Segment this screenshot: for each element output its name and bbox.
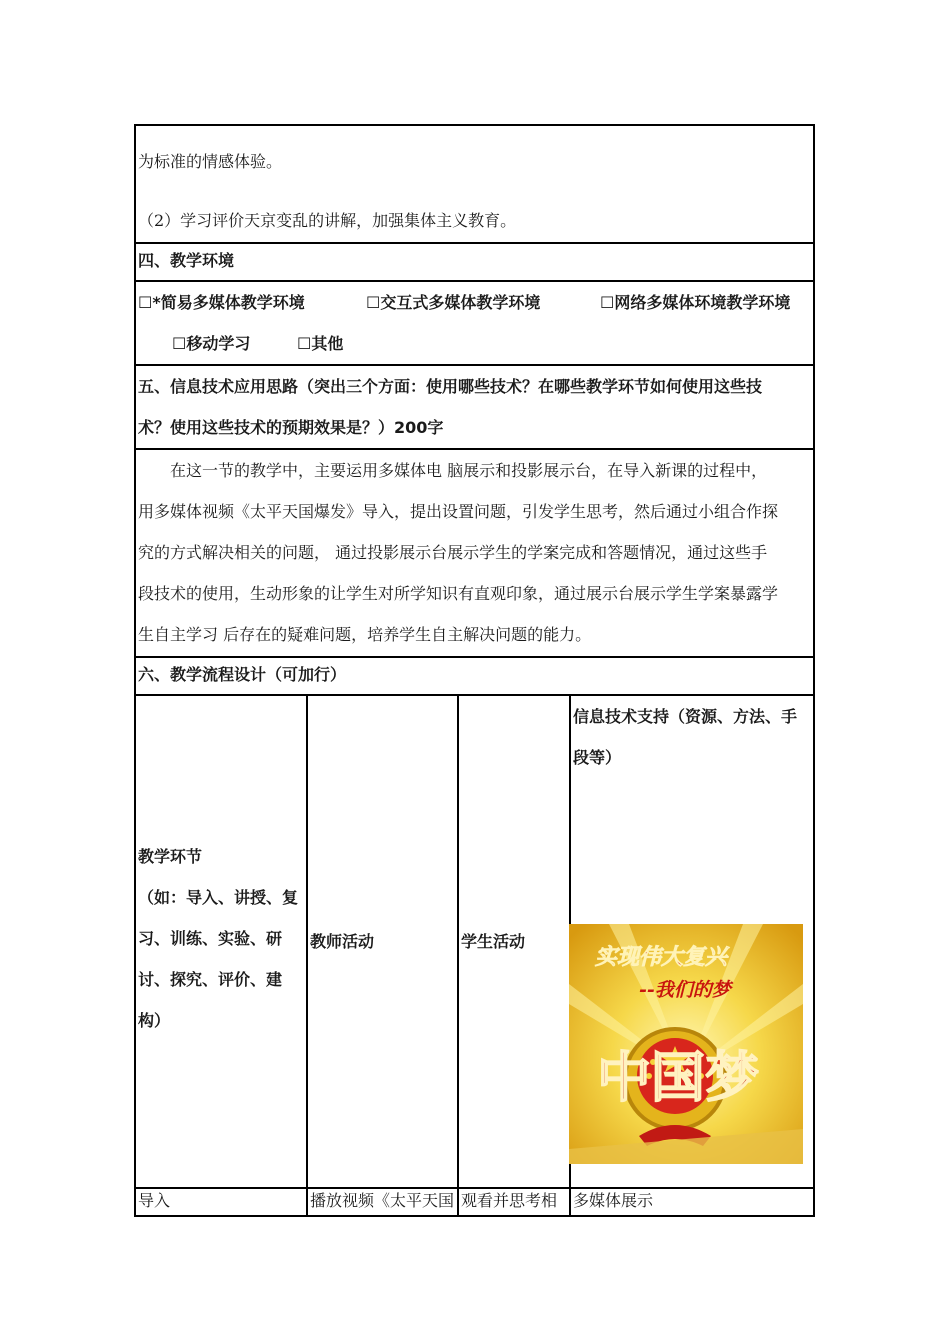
flow-intro-student: 观看并思考相 bbox=[458, 1188, 570, 1216]
tech-title-line2: 术？使用这些技术的预期效果是？）200字 bbox=[138, 418, 444, 437]
env-options-line2 bbox=[138, 323, 811, 364]
stage-header-line4: 讨、探究、评价、建 bbox=[138, 970, 283, 989]
lesson-plan-table bbox=[134, 124, 815, 1217]
stage-header-line1: 教学环节 bbox=[138, 847, 203, 866]
env-options-line1 bbox=[138, 282, 811, 323]
stage-header-line3: 习、训练、实验、研 bbox=[138, 929, 283, 948]
env-options-row bbox=[135, 281, 814, 365]
flow-header-student: 学生活动 bbox=[458, 695, 570, 1188]
stage-header-line5: 构） bbox=[138, 1011, 171, 1030]
poster-subline: --我们的梦 bbox=[639, 979, 731, 1001]
tech-body-line2: 用多媒体视频《太平天国爆发》导入，提出设置问题，引发学生思考，然后通过小组合作探 bbox=[138, 502, 779, 521]
tech-title-line1: 五、信息技术应用思路（突出三个方面：使用哪些技术？在哪些教学环节如何使用这些技 bbox=[138, 377, 763, 396]
tech-body-line4: 段技术的使用，生动形象的让学生对所学知识有直观印象，通过展示台展示学生学案暴露学 bbox=[138, 584, 779, 603]
tech-title-cell bbox=[135, 365, 814, 449]
tech-header-line1: 信息技术支持（资源、方法、手 bbox=[573, 707, 798, 726]
env-option-simple[interactable]: ☐*简易多媒体教学环境 bbox=[138, 293, 305, 312]
flow-header-stage bbox=[135, 695, 307, 1188]
emotion-goal-cell bbox=[135, 125, 814, 243]
flow-header-tech bbox=[570, 695, 814, 1188]
env-option-network[interactable]: ☐网络多媒体环境教学环境 bbox=[600, 293, 791, 312]
tech-title-row bbox=[135, 365, 814, 449]
tech-body-line5: 生自主学习 后存在的疑难问题，培养学生自主解决问题的能力。 bbox=[138, 625, 592, 644]
env-title: 四、教学环境 bbox=[135, 243, 814, 281]
flow-title-row bbox=[135, 657, 814, 695]
tech-body-cell bbox=[135, 449, 814, 657]
stage-header-line2: （如：导入、讲授、复 bbox=[138, 888, 299, 907]
emotion-goal-row bbox=[135, 125, 814, 243]
flow-title: 六、教学流程设计（可加行） bbox=[135, 657, 814, 695]
tech-body-row bbox=[135, 449, 814, 657]
env-option-other[interactable]: ☐其他 bbox=[297, 334, 344, 353]
emotion-goal-line1: 为标准的情感体验。 bbox=[138, 152, 283, 171]
env-title-row bbox=[135, 243, 814, 281]
flow-row-intro bbox=[135, 1188, 814, 1216]
tech-header-line2: 段等） bbox=[573, 748, 622, 767]
emotion-goal-line2: （2）学习评价天京变乱的讲解，加强集体主义教育。 bbox=[138, 211, 517, 230]
env-option-mobile[interactable]: ☐移动学习 bbox=[172, 334, 251, 353]
flow-intro-stage: 导入 bbox=[135, 1188, 307, 1216]
env-options-cell bbox=[135, 281, 814, 365]
env-option-interactive[interactable]: ☐交互式多媒体教学环境 bbox=[366, 293, 541, 312]
poster-main-title: 中国梦 bbox=[597, 1046, 759, 1109]
china-dream-poster bbox=[569, 924, 803, 1164]
tech-body-line3: 究的方式解决相关的问题， 通过投影展示台展示学生的学案完成和答题情况，通过这些手 bbox=[138, 543, 768, 562]
flow-header-row bbox=[135, 695, 814, 1188]
flow-intro-teacher: 播放视频《太平天国 bbox=[307, 1188, 458, 1216]
poster-headline: 实现伟大复兴 bbox=[595, 945, 728, 970]
flow-header-teacher: 教师活动 bbox=[307, 695, 458, 1188]
tech-body-line1: 在这一节的教学中，主要运用多媒体电 脑展示和投影展示台，在导入新课的过程中， bbox=[170, 461, 768, 480]
flow-intro-tech: 多媒体展示 bbox=[570, 1188, 814, 1216]
